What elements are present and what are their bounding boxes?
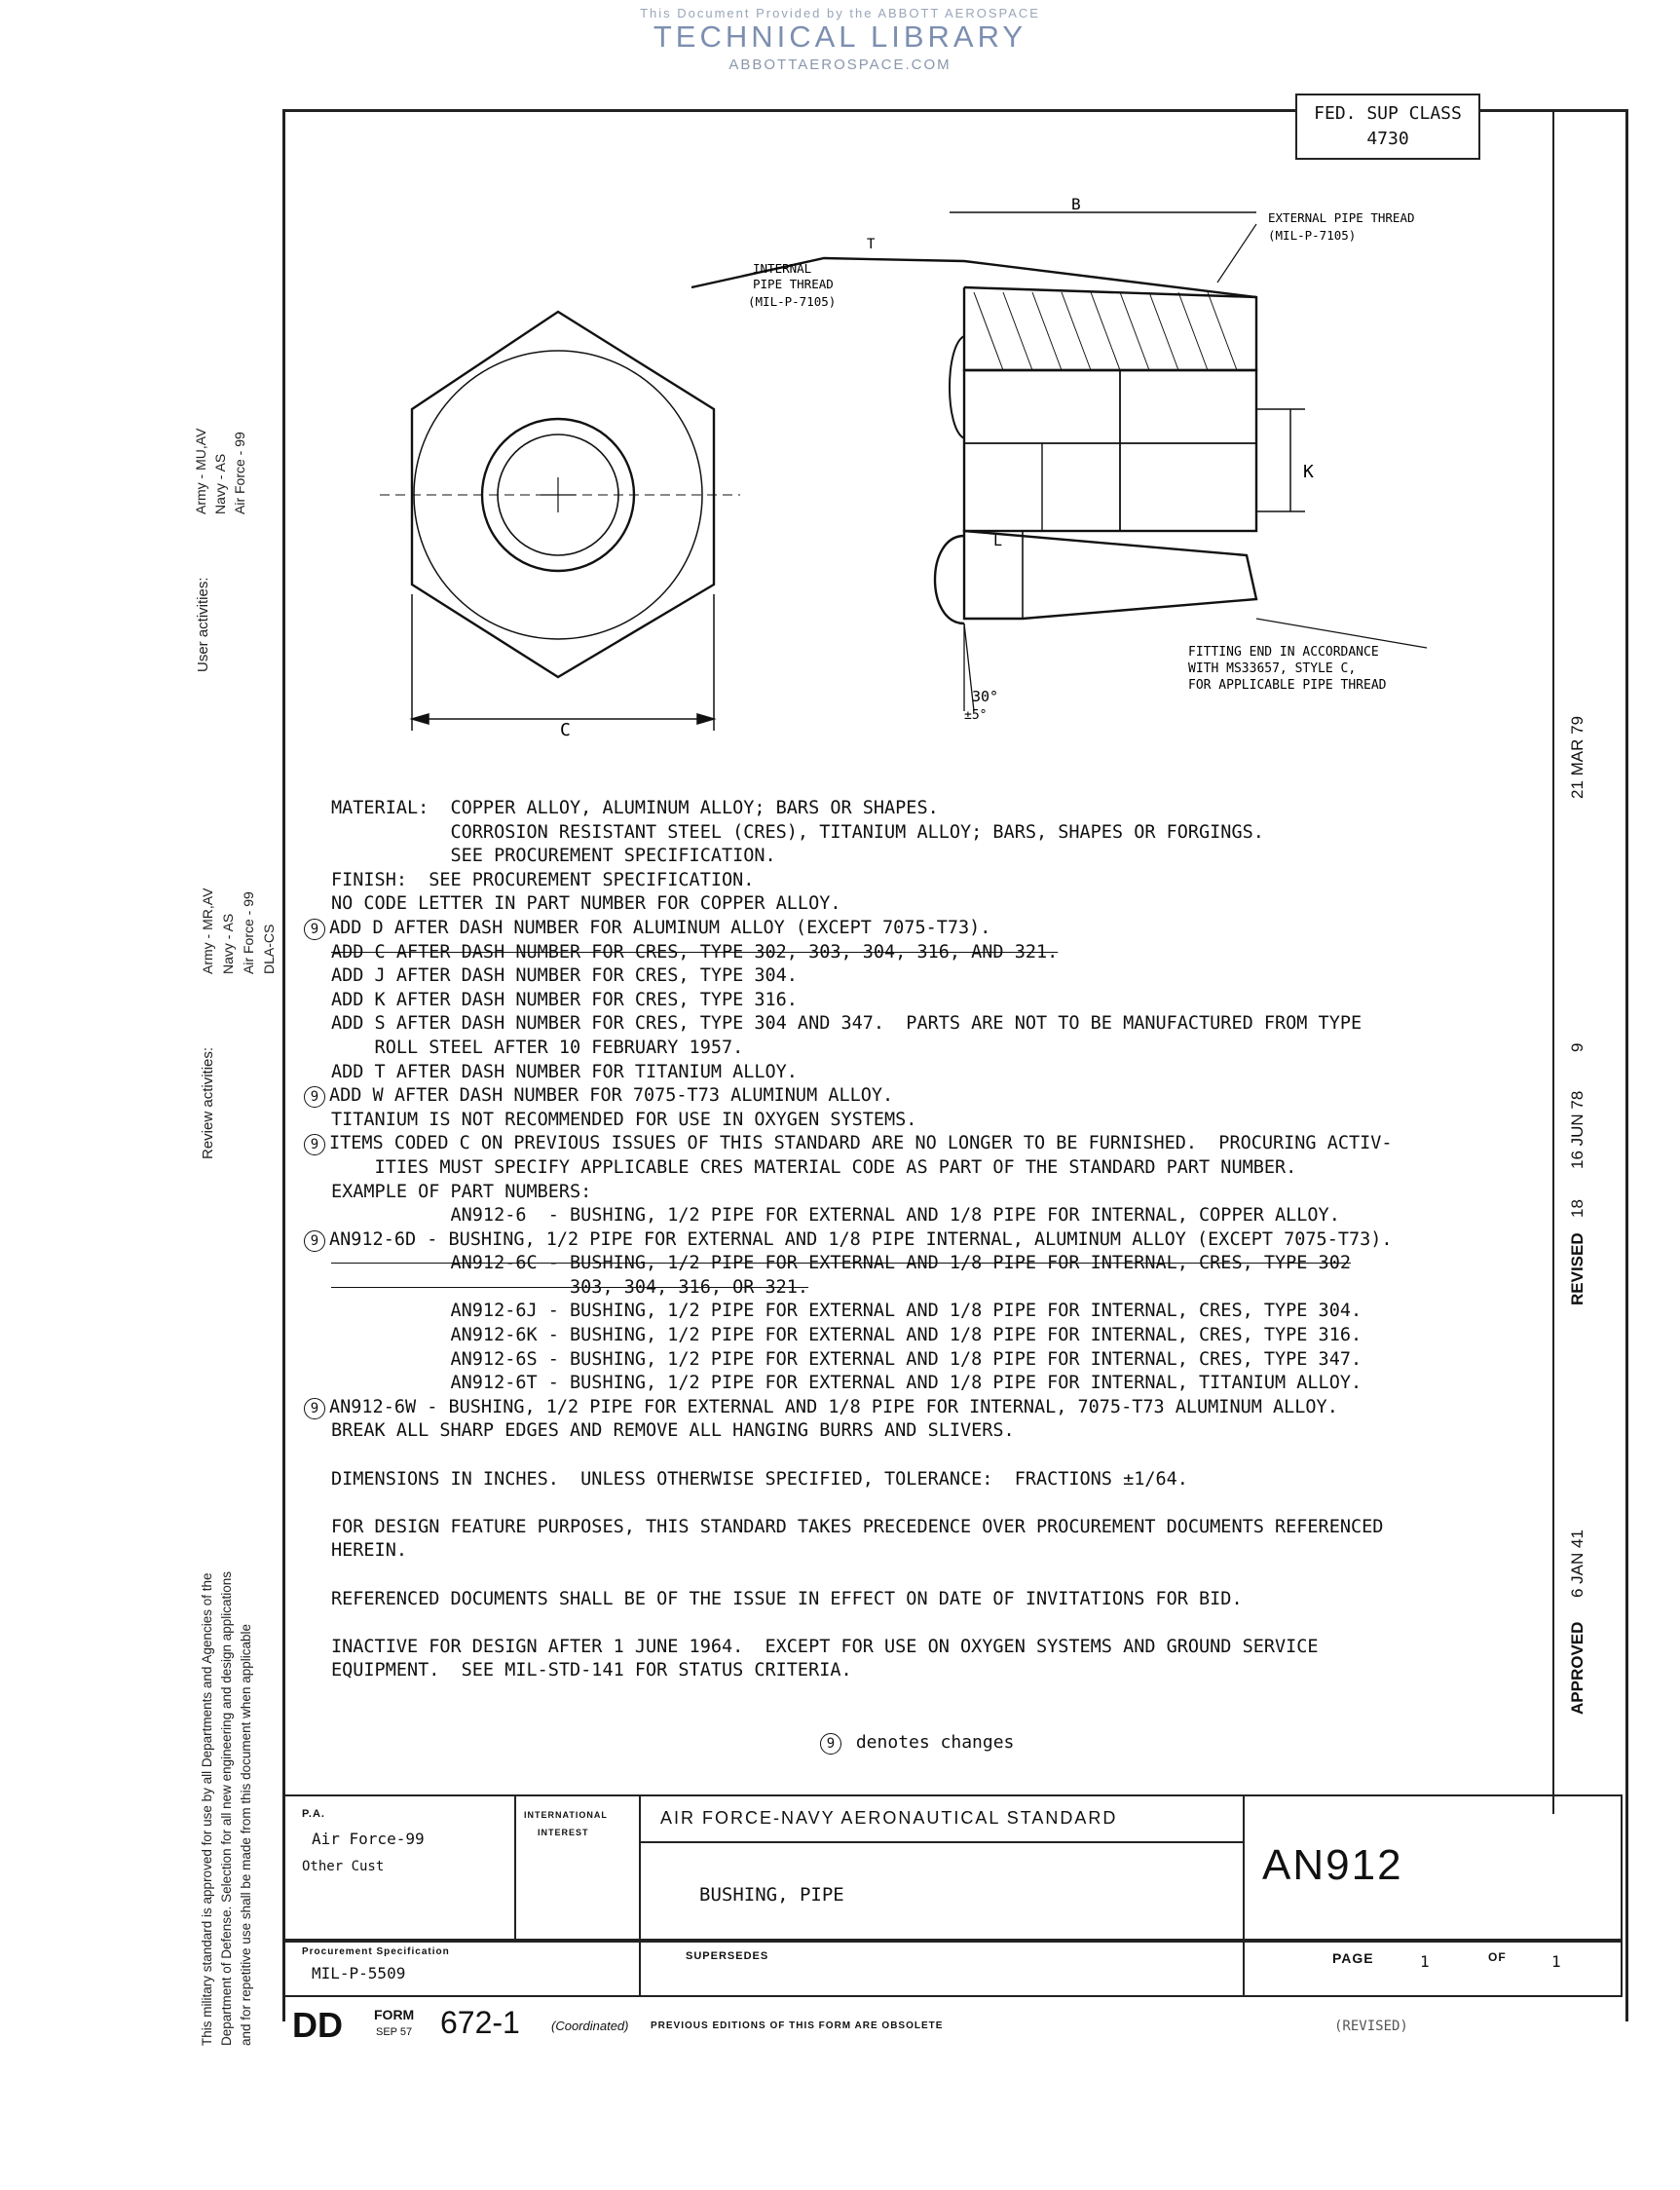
change-marker: 9: [304, 1230, 325, 1252]
review-activities-label: Review activities:: [200, 1046, 216, 1159]
form-stamp: (REVISED): [1334, 2019, 1408, 2034]
note-text: AN912-6J - BUSHING, 1/2 PIPE FOR EXTERNAL AND 1/8 PIPE FOR INTERNAL, CRES, TYPE 304.: [331, 1301, 1363, 1322]
note-line: [331, 1109, 1539, 1133]
angle-label: 30°: [972, 688, 999, 705]
note-line: [331, 1419, 1539, 1444]
other-custodian: Other Cust: [302, 1859, 385, 1874]
note-line: [304, 1396, 1539, 1420]
note-text: ADD K AFTER DASH NUMBER FOR CRES, TYPE 316.: [331, 989, 798, 1010]
standard-title: BUSHING, PIPE: [699, 1884, 844, 1906]
user-air-force: Air Force - 99: [232, 432, 247, 514]
proc-spec-cell: [282, 1941, 641, 1997]
note-text: ITIES MUST SPECIFY APPLICABLE CRES MATERIAL CODE AS PART OF THE STANDARD PART NUMBER.: [331, 1156, 1297, 1178]
form-date: SEP 57: [376, 2026, 413, 2038]
page-cell: [1245, 1941, 1623, 1997]
note-line: [304, 1228, 1539, 1253]
fsc-label: FED. SUP CLASS: [1314, 103, 1462, 124]
note-text: REFERENCED DOCUMENTS SHALL BE OF THE ISSUE IN EFFECT ON DATE OF INVITATIONS FOR BID.: [331, 1588, 1243, 1609]
note-line: [331, 821, 1539, 846]
watermark-url: ABBOTTAEROSPACE.COM: [728, 57, 952, 73]
note-line: [331, 869, 1539, 893]
proc-spec-label: Procurement Specification: [302, 1946, 450, 1957]
dim-c-label: C: [560, 720, 571, 740]
internal-thread-l2: PIPE THREAD: [753, 277, 834, 291]
thread-hatch: [974, 292, 1237, 370]
note-text: ADD T AFTER DASH NUMBER FOR TITANIUM ALLOY.: [331, 1061, 798, 1082]
title-cell: [641, 1794, 1245, 1941]
note-line: [331, 1348, 1539, 1373]
form-label: FORM: [374, 2007, 415, 2022]
note-line: [331, 1061, 1539, 1085]
form-coordinated: (Coordinated): [551, 2019, 629, 2033]
note-text: ITEMS CODED C ON PREVIOUS ISSUES OF THIS STANDARD ARE NO LONGER TO BE FURNISHED. PROCURING ACTIV-: [329, 1133, 1393, 1154]
revision-column-divider: [1552, 109, 1554, 1814]
note-line: [331, 1037, 1539, 1061]
fitting-end-l1: FITTING END IN ACCORDANCE: [1188, 645, 1379, 660]
supersedes-cell: [641, 1941, 1245, 1997]
bushing-drawing: [282, 185, 1549, 770]
note-text: ADD C AFTER DASH NUMBER FOR CRES, TYPE 302, 303, 304, 316, AND 321.: [331, 941, 1059, 963]
page-total: 1: [1551, 1952, 1561, 1971]
note-text: TITANIUM IS NOT RECOMMENDED FOR USE IN OXYGEN SYSTEMS.: [331, 1109, 917, 1130]
dim-l-label: L: [993, 532, 1003, 549]
user-activities-label: User activities:: [195, 577, 211, 672]
change-marker: 9: [304, 1134, 325, 1155]
external-thread-l1: EXTERNAL PIPE THREAD: [1268, 210, 1415, 225]
note-text: ADD D AFTER DASH NUMBER FOR ALUMINUM ALLOY (EXCEPT 7075-T73).: [329, 917, 991, 938]
note-text: AN912-6K - BUSHING, 1/2 PIPE FOR EXTERNAL AND 1/8 PIPE FOR INTERNAL, CRES, TYPE 316.: [331, 1325, 1363, 1346]
note-text: ADD J AFTER DASH NUMBER FOR CRES, TYPE 304.: [331, 965, 798, 987]
internal-thread-l3: (MIL-P-7105): [748, 294, 837, 309]
revised-label: REVISED: [1568, 1232, 1587, 1305]
note-text: SEE PROCUREMENT SPECIFICATION.: [331, 846, 776, 867]
review-air-force: Air Force - 99: [241, 891, 256, 974]
custodian-af: Air Force-99: [312, 1830, 425, 1848]
angle-tolerance: ±5°: [964, 708, 988, 723]
of-label: OF: [1488, 1950, 1507, 1964]
form-previous-editions: PREVIOUS EDITIONS OF THIS FORM ARE OBSOLETE: [651, 2020, 944, 2031]
fsc-box: [1295, 94, 1480, 160]
note-text: 303, 304, 316, OR 321.: [331, 1276, 809, 1298]
note-line: [331, 1012, 1539, 1037]
notes-block: [310, 797, 1539, 1683]
note-line: [331, 1444, 1539, 1468]
dim-b-label: B: [1071, 195, 1081, 213]
hex-end-view: [380, 312, 740, 677]
standard-number: AN912: [1262, 1841, 1403, 1889]
note-line: [331, 1588, 1539, 1612]
form-dd: DD: [292, 2005, 343, 2045]
note-text: EQUIPMENT. SEE MIL-STD-141 FOR STATUS CRITERIA.: [331, 1660, 852, 1681]
change-marker: 9: [304, 1398, 325, 1419]
approved-label: APPROVED: [1568, 1621, 1587, 1715]
note-text: AN912-6C - BUSHING, 1/2 PIPE FOR EXTERNAL AND 1/8 PIPE FOR INTERNAL, CRES, TYPE 302: [331, 1253, 1351, 1274]
page-number: 1: [1420, 1952, 1430, 1971]
external-thread-callout: [1268, 210, 1415, 243]
revised-change-mark: 9: [1568, 1042, 1587, 1052]
note-text: NO CODE LETTER IN PART NUMBER FOR COPPER ALLOY.: [331, 893, 841, 915]
note-text: AN912-6T - BUSHING, 1/2 PIPE FOR EXTERNAL AND 1/8 PIPE FOR INTERNAL, TITANIUM ALLOY.: [331, 1373, 1363, 1394]
review-navy: Navy - AS: [220, 913, 236, 974]
note-text: INACTIVE FOR DESIGN AFTER 1 JUNE 1964. EXCEPT FOR USE ON OXYGEN SYSTEMS AND GROUND SERVICE: [331, 1636, 1319, 1657]
note-line: [331, 1611, 1539, 1636]
external-thread-l2: (MIL-P-7105): [1268, 228, 1357, 243]
note-line: [304, 1132, 1539, 1156]
change-marker: 9: [304, 1086, 325, 1108]
approval-statement-2: Department of Defense. Selection for all new engineering and design applications: [219, 1570, 234, 2046]
page-label: PAGE: [1332, 1950, 1374, 1966]
change-symbol: 9: [820, 1733, 841, 1755]
dim-k-label: K: [1303, 462, 1314, 482]
watermark-title: TECHNICAL LIBRARY: [653, 19, 1027, 54]
revised-number: 18: [1568, 1199, 1587, 1218]
dim-t-label: T: [867, 237, 876, 252]
note-text: AN912-6W - BUSHING, 1/2 PIPE FOR EXTERNAL AND 1/8 PIPE FOR INTERNAL, 7075-T73 ALUMINUM ALLOY.: [329, 1396, 1338, 1417]
form-number: 672-1: [440, 2005, 520, 2040]
external-thread-leader: [1217, 224, 1256, 283]
note-line: [331, 964, 1539, 989]
number-cell: [1245, 1794, 1623, 1941]
note-text: ADD S AFTER DASH NUMBER FOR CRES, TYPE 304 AND 347. PARTS ARE NOT TO BE MANUFACTURED FROM TYPE: [331, 1013, 1363, 1035]
note-text: ROLL STEEL AFTER 10 FEBRUARY 1957.: [331, 1037, 744, 1058]
standard-org: AIR FORCE-NAVY AERONAUTICAL STANDARD: [660, 1808, 1118, 1828]
watermark-line-1: This Document Provided by the ABBOTT AEROSPACE: [640, 6, 1040, 20]
custodian-cell: [282, 1794, 516, 1941]
note-line: [331, 892, 1539, 917]
approval-statement-3: and for repetitive use shall be made from this document when applicable: [239, 1624, 253, 2046]
denotes-text: denotes changes: [855, 1732, 1015, 1753]
internal-thread-l1: INTERNAL: [753, 261, 812, 276]
note-text: ADD W AFTER DASH NUMBER FOR 7075-T73 ALUMINUM ALLOY.: [329, 1085, 894, 1107]
revised-date: 16 JUN 78: [1568, 1090, 1587, 1169]
user-navy: Navy - AS: [212, 453, 228, 514]
note-line: [331, 941, 1539, 965]
fitting-end-l3: FOR APPLICABLE PIPE THREAD: [1188, 678, 1387, 693]
note-line: [331, 989, 1539, 1013]
note-line: [304, 917, 1539, 941]
dim-k: [1256, 409, 1305, 511]
note-text: BREAK ALL SHARP EDGES AND REMOVE ALL HANGING BURRS AND SLIVERS.: [331, 1420, 1015, 1442]
review-dla: DLA-CS: [261, 924, 277, 974]
approval-statement-1: This military standard is approved for use by all Departments and Agencies of the: [200, 1572, 214, 2046]
note-line: [331, 1659, 1539, 1683]
approved-date: 6 JAN 41: [1568, 1529, 1587, 1598]
international-label: INTERNATIONAL: [524, 1810, 608, 1820]
internal-thread-callout: [748, 261, 836, 309]
note-line: [331, 1204, 1539, 1228]
note-text: AN912-6S - BUSHING, 1/2 PIPE FOR EXTERNAL AND 1/8 PIPE FOR INTERNAL, CRES, TYPE 347.: [331, 1348, 1363, 1370]
note-line: [331, 1636, 1539, 1660]
note-line: [331, 1491, 1539, 1516]
note-text: DIMENSIONS IN INCHES. UNLESS OTHERWISE SPECIFIED, TOLERANCE: FRACTIONS ±1/64.: [331, 1468, 1188, 1490]
dim-c: [412, 594, 714, 731]
fsc-value: 4730: [1366, 129, 1409, 149]
fitting-end-callout: [1188, 645, 1387, 693]
note-line: [331, 1372, 1539, 1396]
note-line: [331, 845, 1539, 869]
note-text: AN912-6 - BUSHING, 1/2 PIPE FOR EXTERNAL AND 1/8 PIPE FOR INTERNAL, COPPER ALLOY.: [331, 1205, 1340, 1227]
note-text: MATERIAL: COPPER ALLOY, ALUMINUM ALLOY; BARS OR SHAPES.: [331, 798, 939, 818]
note-line: [331, 1300, 1539, 1324]
custodian-label: P.A.: [302, 1808, 325, 1820]
denotes-changes: [820, 1732, 1014, 1755]
note-line: [331, 1516, 1539, 1540]
note-line: [304, 1084, 1539, 1109]
review-army: Army - MR,AV: [200, 887, 215, 974]
note-text: FOR DESIGN FEATURE PURPOSES, THIS STANDARD TAKES PRECEDENCE OVER PROCUREMENT DOCUMENTS REFERENCED: [331, 1516, 1384, 1537]
user-army: Army - MU,AV: [193, 428, 208, 514]
note-line: [331, 1564, 1539, 1588]
fitting-end-l2: WITH MS33657, STYLE C,: [1188, 661, 1357, 676]
proc-spec: MIL-P-5509: [312, 1964, 406, 1982]
supersedes-label: SUPERSEDES: [686, 1950, 769, 1962]
interest-label: INTEREST: [538, 1828, 589, 1837]
note-line: [331, 1468, 1539, 1492]
note-text: FINISH: SEE PROCUREMENT SPECIFICATION.: [331, 869, 755, 890]
note-text: EXAMPLE OF PART NUMBERS:: [331, 1181, 592, 1202]
change-marker: 9: [304, 919, 325, 940]
fitting-end-leader: [1256, 619, 1427, 648]
note-line: [331, 1181, 1539, 1205]
side-view: [691, 258, 1256, 623]
note-line: [331, 1156, 1539, 1181]
note-line: [331, 1276, 1539, 1301]
interest-cell: [516, 1794, 641, 1941]
note-line: [331, 797, 1539, 821]
note-line: [331, 1252, 1539, 1276]
note-text: CORROSION RESISTANT STEEL (CRES), TITANIUM ALLOY; BARS, SHAPES OR FORGINGS.: [331, 821, 1264, 843]
note-text: AN912-6D - BUSHING, 1/2 PIPE FOR EXTERNAL AND 1/8 PIPE INTERNAL, ALUMINUM ALLOY (EXCEPT 7075-T73).: [329, 1228, 1393, 1250]
revision-date-top: 21 MAR 79: [1568, 715, 1587, 799]
note-text: HEREIN.: [331, 1540, 407, 1562]
note-line: [331, 1324, 1539, 1348]
note-line: [331, 1539, 1539, 1564]
